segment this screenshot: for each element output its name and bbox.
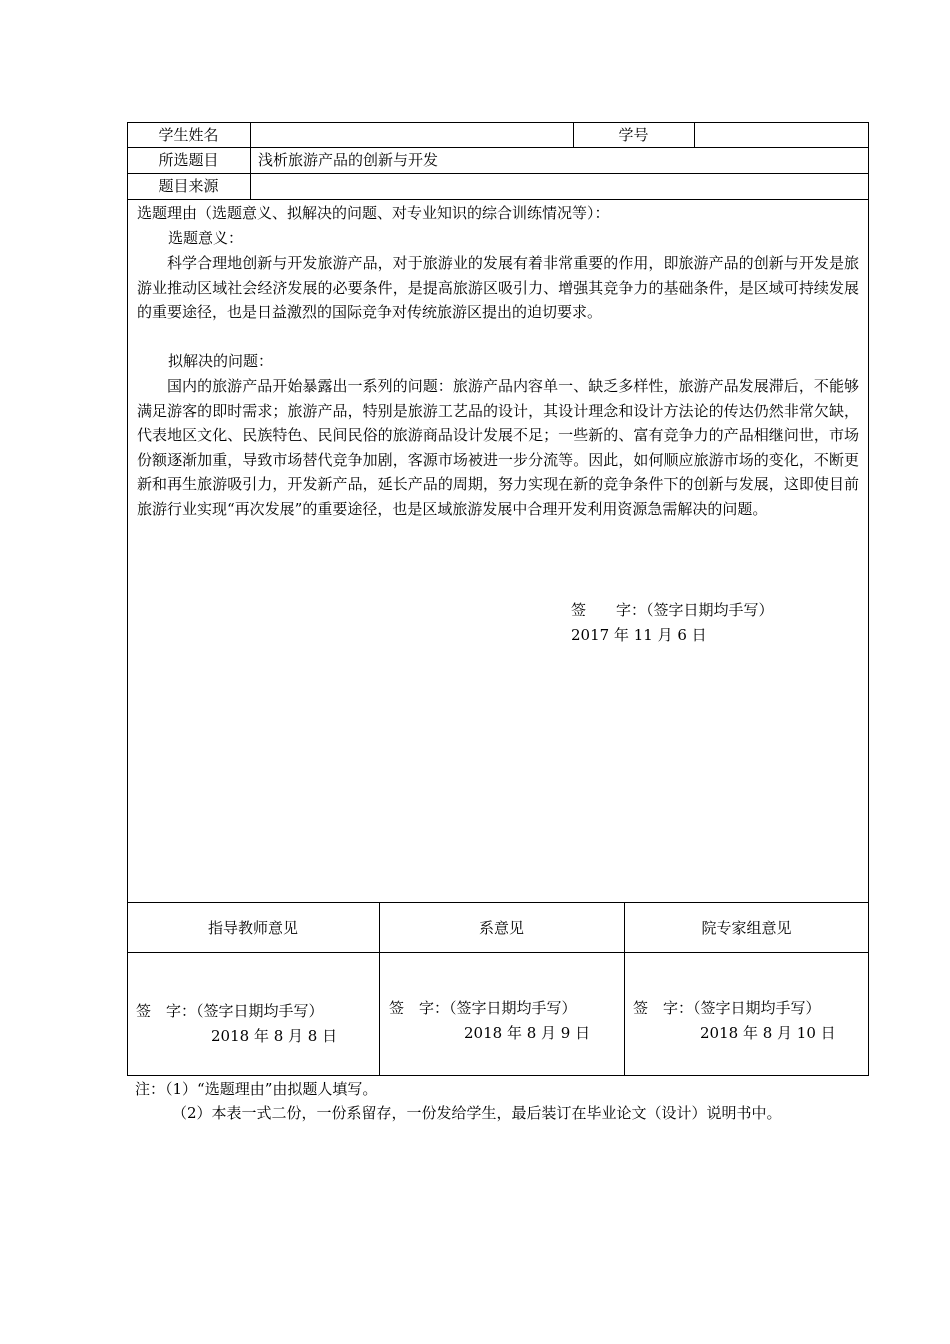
dept-sign-label: 签 字：（签字日期均手写） (389, 999, 577, 1017)
reason-sign-label: 签 字：（签字日期均手写） (571, 601, 774, 619)
dept-opinion-label: 系意见 (478, 919, 524, 937)
expert-sign-label: 签 字：（签字日期均手写） (633, 999, 821, 1017)
row-divider (127, 199, 869, 200)
student-no-label: 学号 (618, 126, 649, 144)
advisor-sign-label: 签 字：（签字日期均手写） (136, 1002, 324, 1020)
significance-heading: 选题意义： (168, 229, 244, 247)
dept-sign-date: 2018 年 8 月 9 日 (464, 1024, 591, 1042)
row-divider (127, 952, 869, 953)
topic-value[interactable]: 浅析旅游产品的创新与开发 (258, 151, 439, 169)
topic-label: 所选题目 (158, 151, 219, 169)
significance-text: 科学合理地创新与开发旅游产品，对于旅游业的发展有着非常重要的作用，即旅游产品的创新与开发是旅游业推动区域社会经济发展的必要条件，是提高旅游区吸引力、增强其竞争力的基础条件，是区域可持续发展的重要途径，也是日益激烈的国际竞争对传统旅游区提出的迫切要求。 (137, 254, 859, 322)
col-divider (250, 122, 251, 199)
note-1: 注：（1）“选题理由”由拟题人填写。 (135, 1080, 378, 1098)
row-divider (127, 902, 869, 903)
row-divider (127, 173, 869, 174)
student-name-label: 学生姓名 (158, 126, 219, 144)
problems-heading: 拟解决的问题： (168, 352, 274, 370)
reason-sign-date: 2017 年 11 月 6 日 (571, 626, 707, 644)
expert-sign-date: 2018 年 8 月 10 日 (700, 1024, 836, 1042)
note-2: （2）本表一式二份，一份系留存，一份发给学生，最后装订在毕业论文（设计）说明书中。 (172, 1104, 782, 1122)
col-divider (694, 122, 695, 147)
advisor-sign-date: 2018 年 8 月 8 日 (211, 1027, 338, 1045)
advisor-opinion-label: 指导教师意见 (207, 919, 298, 937)
source-label: 题目来源 (158, 177, 219, 195)
reason-heading: 选题理由（选题意义、拟解决的问题、对专业知识的综合训练情况等）： (137, 204, 610, 222)
problems-text: 国内的旅游产品开始暴露出一系列的问题：旅游产品内容单一、缺乏多样性，旅游产品发展滞后，不能够满足游客的即时需求；旅游产品，特别是旅游工艺品的设计，其设计理念和设计方法论的传达仍然非常欠缺，代表地区文化、民族特色、民间民俗的旅游商品设计发展不足；一些新的、富有竞争力的产品相继问世，市场份额逐渐加重，导致市场替代竞争加剧，客源市场被进一步分流等。因此，如何顺应旅游市场的变化，不断更新和再生旅游吸引力，开发新产品，延长产品的周期，努力实现在新的竞争条件下的创新与发展，这即使目前旅游行业实现“再次发展”的重要途径，也是区域旅游发展中合理开发利用资源急需解决的问题。 (137, 377, 859, 518)
expert-opinion-label: 院专家组意见 (701, 919, 792, 937)
row-divider (127, 147, 869, 148)
